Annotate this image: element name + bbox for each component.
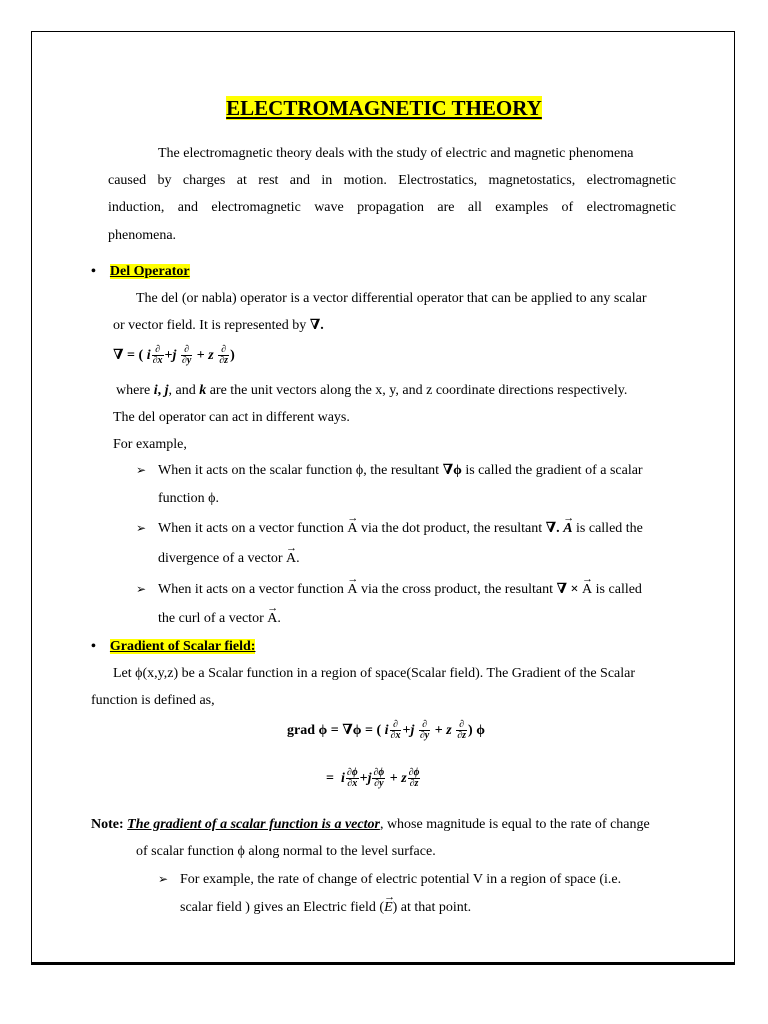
intro-line-3: induction, and electromagnetic wave propagation are all examples of electromagnetic	[108, 200, 676, 215]
fraction: $\frac{\partial}{\partial x}$	[390, 719, 401, 742]
list-item-continuation: function ϕ.	[158, 491, 220, 506]
fraction: $\frac{\partial}{\partial z}$	[219, 344, 229, 367]
del-para-line-1: The del (or nabla) operator is a vector differential operator that can be applied to any scalar	[136, 291, 647, 306]
gradient-equation-1: grad ϕ = ∇ϕ = ( i $\frac{\partial}{\partial x}$ +j $\frac{\partial}{\partial y}$ + z $\frac{\partial}{\partial z}$ ) ϕ	[287, 719, 485, 742]
vector-a: → A	[347, 581, 357, 599]
gradient-line-1: Let ϕ(x,y,z) be a Scalar function in a region of space(Scalar field). The Gradient of the Scalar	[113, 666, 636, 681]
intro-line-2: caused by charges at rest and in motion. Electrostatics, magnetostatics, electromagnetic	[108, 173, 676, 188]
vector-e: → E	[384, 899, 393, 917]
fraction: $\frac{\partial\phi}{\partial x}$	[346, 767, 358, 790]
fraction: $\frac{\partial\phi}{\partial z}$	[408, 767, 420, 790]
example-line-1: ➢ For example, the rate of change of electric potential V in a region of space (i.e.	[158, 872, 622, 887]
fraction: $\frac{\partial}{\partial y}$	[181, 344, 192, 367]
gradient-equation-2: = i $\frac{\partial\phi}{\partial x}$ +j $\frac{\partial\phi}{\partial y}$ + z $\frac{\partial\phi}{\partial z}$	[326, 767, 420, 790]
del-para-line-2: or vector field. It is represented by ∇.	[113, 318, 324, 333]
vector-a: → A	[582, 581, 592, 599]
list-item-continuation: divergence of a vector → A.	[158, 550, 300, 568]
list-item: ➢ When it acts on a vector function → A via the cross product, the resultant ∇ × → A is called	[136, 580, 642, 599]
vector-a: → A	[563, 520, 572, 538]
note-line-2: of scalar function ϕ along normal to the level surface.	[136, 844, 436, 859]
arrow-bullet-icon: ➢	[136, 582, 147, 596]
example-line-2: scalar field ) gives an Electric field (→ E) at that point.	[180, 899, 471, 917]
list-item: ➢ When it acts on the scalar function ϕ, the resultant ∇ϕ is called the gradient of a scalar	[136, 463, 643, 478]
vector-a: → A	[347, 520, 357, 538]
intro-line-1: The electromagnetic theory deals with the study of electric and magnetic phenomena	[158, 146, 634, 161]
note-line-1: Note: The gradient of a scalar function is a vector, whose magnitude is equal to the rate of change	[91, 817, 650, 832]
fraction: $\frac{\partial\phi}{\partial y}$	[373, 767, 385, 790]
list-item-continuation: the curl of a vector → A.	[158, 610, 281, 628]
del-formula: ∇ = ( i $\frac{\partial}{\partial x}$ +j $\frac{\partial}{\partial y}$ + z $\frac{\partial}{\partial z}$ )	[113, 344, 235, 367]
fraction: $\frac{\partial}{\partial x}$	[152, 344, 163, 367]
gradient-line-2: function is defined as,	[91, 693, 215, 708]
where-line: where i, j, and k are the unit vectors along the x, y, and z coordinate directions respectively.	[116, 383, 628, 398]
gradient-heading: • Gradient of Scalar field:	[91, 639, 256, 654]
bullet-icon: •	[91, 264, 96, 279]
arrow-bullet-icon: ➢	[136, 521, 147, 535]
fraction: $\frac{\partial}{\partial y}$	[419, 719, 430, 742]
arrow-bullet-icon: ➢	[158, 872, 169, 886]
bullet-icon: •	[91, 639, 96, 654]
vector-a: → A	[286, 550, 296, 568]
del-heading: • Del Operator	[91, 264, 190, 279]
for-example-line: For example,	[113, 437, 187, 452]
list-item: ➢ When it acts on a vector function → A via the dot product, the resultant ∇. → A is called the	[136, 519, 643, 538]
arrow-bullet-icon: ➢	[136, 463, 147, 477]
page-title: ELECTROMAGNETIC THEORY	[226, 96, 542, 120]
intro-line-4: phenomena.	[108, 228, 177, 243]
vector-a: → A	[267, 610, 277, 628]
del-acts-line: The del operator can act in different ways.	[113, 410, 350, 425]
fraction: $\frac{\partial}{\partial z}$	[457, 719, 467, 742]
